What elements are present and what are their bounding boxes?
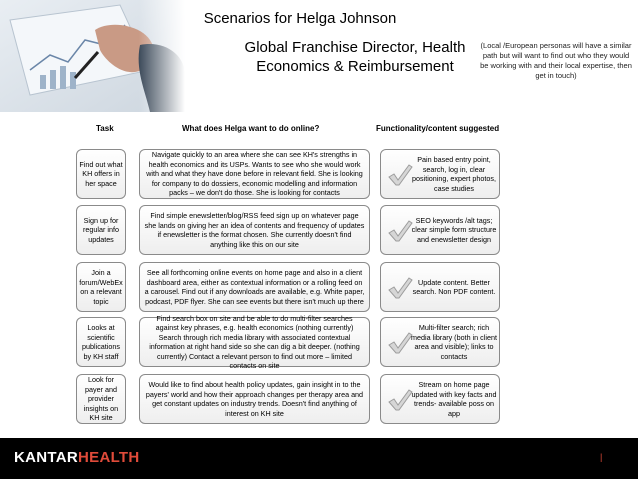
table-row (0, 313, 638, 370)
table-row (0, 374, 638, 426)
table-row (0, 149, 638, 201)
goal-cell: Find search box on site and be able to do multi-filter searches against key phrases, e.g. health economics (nothing currently) Search through rich media library with associated contextual information at right hand side so she can dig a bit deeper. (nothing currently) Contact a relevant person to find out more – limited contacts on site (139, 317, 370, 367)
functionality-cell: SEO keywords /alt tags; clear simple form structure and enewsletter design (380, 205, 500, 255)
column-header-what: What does Helga want to do online? (182, 124, 320, 133)
footer-bar (0, 438, 638, 479)
table-row (0, 205, 638, 257)
column-header-task: Task (96, 124, 114, 133)
page-marker: | (600, 452, 603, 462)
column-header-functionality: Functionality/content suggested (376, 124, 500, 133)
functionality-cell: Stream on home page updated with key facts and trends- available poss on app (380, 374, 500, 424)
goal-cell: Find simple enewsletter/blog/RSS feed sign up on whatever page she lands on giving her an idea of contents and frequency of updates if enewsletter is the format chosen. She currently doesn't find anything like this on our site (139, 205, 370, 255)
goal-cell: Navigate quickly to an area where she can see KH's strengths in health economics and its USPs. Wants to see who she would work with and what they have done before in relevant field. She is looking for company to do dossiers, economic modelling and information packs – we don't do those. She is looking for contacts (139, 149, 370, 199)
kantar-health-logo: KANTARHEALTH (14, 449, 140, 466)
functionality-cell: Pain based entry point, search, log in, clear positioning, expert photos, case studies (380, 149, 500, 199)
checkmark-icon (387, 331, 413, 355)
goal-cell: Would like to find about health policy updates, gain insight in to the payers' world and how their approach changes per therapy area and get constant updates on industry trends. Doesn't find anything of interest on KH site (139, 374, 370, 424)
page-subtitle: Global Franchise Director, Health Economics & Reimbursement (244, 39, 466, 75)
task-cell: Join a forum/WebEx on a relevant topic (76, 262, 126, 312)
task-cell: Look for payer and provider insights on KH site (76, 374, 126, 424)
checkmark-icon (387, 388, 413, 412)
task-cell: Find out what KH offers in her space (76, 149, 126, 199)
goal-cell: See all forthcoming online events on home page and also in a client dashboard area, either as contextual information or a rolling feed on a carousel. Find out if any downloads are available, e.g. White paper, podcast, PDF flyer. She can see events but there isn't much up there (139, 262, 370, 312)
functionality-cell: Update content. Better search. Non PDF content. (380, 262, 500, 312)
checkmark-icon (387, 276, 413, 300)
checkmark-icon (387, 219, 413, 243)
persona-note: (Local /European personas will have a similar path but will want to find out who they would be working with and their local expertise, then get in touch) (480, 41, 632, 80)
table-row (0, 262, 638, 314)
task-cell: Sign up for regular info updates (76, 205, 126, 255)
checkmark-icon (387, 163, 413, 187)
page-title: Scenarios for Helga Johnson (203, 10, 397, 27)
functionality-cell: Multi-filter search; rich media library (both in client area and visible); links to contacts (380, 317, 500, 367)
task-cell: Looks at scientific publications by KH staff (76, 317, 126, 367)
